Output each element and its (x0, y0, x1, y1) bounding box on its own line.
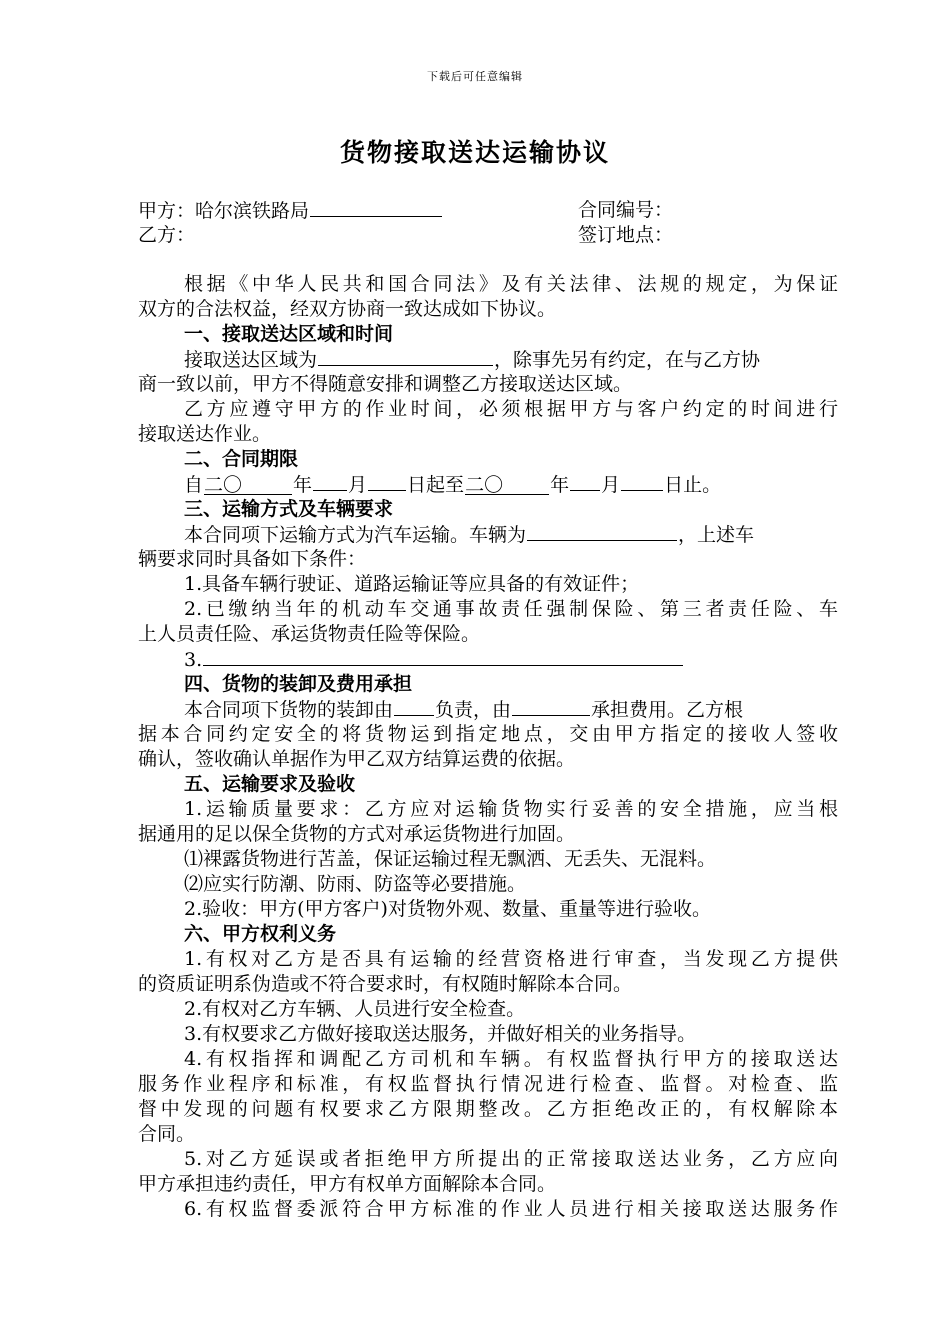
list-item: 1.具备车辆行驶证、道路运输证等应具备的有效证件； (184, 573, 640, 595)
intro-line: 双方的合法权益，经双方协商一致达成如下协议。 (138, 298, 557, 320)
start-year-blank: 二〇 (204, 476, 292, 495)
sub-item: ⑴裸露货物进行苫盖，保证运输过程无飘洒、无丢失、无混料。 (184, 848, 717, 870)
list-item: 督中发现的问题有权要求乙方限期整改。乙方拒绝改正的，有权解除本 (138, 1098, 838, 1120)
payer-blank (512, 697, 590, 716)
document-title: 货物接取送达运输协议 (339, 138, 610, 167)
paragraph-line: 本合同项下运输方式为汽车运输。车辆为 ，上述车 (184, 524, 755, 546)
list-item: 5.对乙方延误或者拒绝甲方所提出的正常接取送达业务，乙方应向 (184, 1148, 838, 1170)
list-item: 的资质证明系伪造或不符合要求时，有权随时解除本合同。 (138, 973, 633, 995)
section-heading: 六、甲方权利义务 (184, 923, 337, 945)
list-item: 3.有权要求乙方做好接取送达服务，并做好相关的业务指导。 (184, 1023, 697, 1045)
party-b-row (138, 223, 838, 248)
term-line: 自二〇 年 月 日起至二〇 年 月 日止。 (184, 474, 722, 496)
paragraph-line: 据本合同约定安全的将货物运到指定地点，交由甲方指定的接收人签收 (138, 723, 838, 745)
header-note: 下载后可任意编辑 (427, 70, 523, 83)
list-item: 3. (138, 647, 838, 672)
list-item: 服务作业程序和标准，有权监督执行情况进行检查、监督。对检查、监 (138, 1073, 838, 1095)
section-heading: 四、货物的装卸及费用承担 (184, 673, 413, 695)
paragraph-line: 接取送达区域为 ，除事先另有约定，在与乙方协 (184, 349, 761, 371)
list-item: 1.运输质量要求：乙方应对运输货物实行妥善的安全措施，应当根 (184, 798, 838, 820)
end-day-blank (621, 472, 663, 491)
section-heading: 三、运输方式及车辆要求 (184, 498, 394, 520)
contract-no: 合同编号： (578, 199, 674, 221)
section-heading: 二、合同期限 (184, 448, 299, 470)
list-item: 合同。 (138, 1123, 196, 1145)
sign-place: 签订地点： (578, 224, 674, 246)
party-a-row (138, 198, 838, 223)
start-day-blank (368, 472, 406, 491)
party-a: 甲方：哈尔滨铁路局 (138, 198, 443, 223)
vehicle-blank (527, 522, 677, 541)
loader-blank (394, 697, 434, 716)
paragraph-line: 辆要求同时具备如下条件： (138, 548, 367, 570)
end-year-blank: 二〇 (465, 476, 549, 495)
sub-item: ⑵应实行防潮、防雨、防盗等必要措施。 (184, 873, 527, 895)
end-month-blank (570, 472, 600, 491)
paragraph-line: 商一致以前，甲方不得随意安排和调整乙方接取送达区域。 (138, 373, 633, 395)
document-body (138, 198, 838, 1222)
start-month-blank (313, 472, 347, 491)
section-heading: 五、运输要求及验收 (184, 773, 356, 795)
party-b: 乙方： (138, 224, 196, 246)
paragraph-line: 接取送达作业。 (138, 423, 272, 445)
condition-blank (203, 647, 683, 666)
party-a-blank (310, 198, 442, 217)
list-item: 6.有权监督委派符合甲方标准的作业人员进行相关接取送达服务作 (184, 1198, 838, 1220)
list-item: 2.已缴纳当年的机动车交通事故责任强制保险、第三者责任险、车 (184, 598, 838, 620)
paragraph-line: 确认，签收确认单据作为甲乙双方结算运费的依据。 (138, 748, 576, 770)
list-item: 上人员责任险、承运货物责任险等保险。 (138, 623, 481, 645)
area-blank (318, 347, 493, 366)
section-heading: 一、接取送达区域和时间 (184, 323, 394, 345)
list-item: 1.有权对乙方是否具有运输的经营资格进行审查，当发现乙方提供 (184, 948, 838, 970)
paragraph-line: 乙方应遵守甲方的作业时间，必须根据甲方与客户约定的时间进行 (184, 398, 838, 420)
list-item: 据通用的足以保全货物的方式对承运货物进行加固。 (138, 823, 576, 845)
list-item: 2.验收：甲方(甲方客户)对货物外观、数量、重量等进行验收。 (184, 898, 711, 920)
list-item: 4.有权指挥和调配乙方司机和车辆。有权监督执行甲方的接取送达 (184, 1048, 838, 1070)
list-item: 2.有权对乙方车辆、人员进行安全检查。 (184, 998, 526, 1020)
list-item: 甲方承担违约责任，甲方有权单方面解除本合同。 (138, 1173, 557, 1195)
intro-line: 根据《中华人民共和国合同法》及有关法律、法规的规定，为保证 (184, 273, 838, 295)
paragraph-line: 本合同项下货物的装卸由 负责，由 承担费用。乙方根 (184, 699, 744, 721)
